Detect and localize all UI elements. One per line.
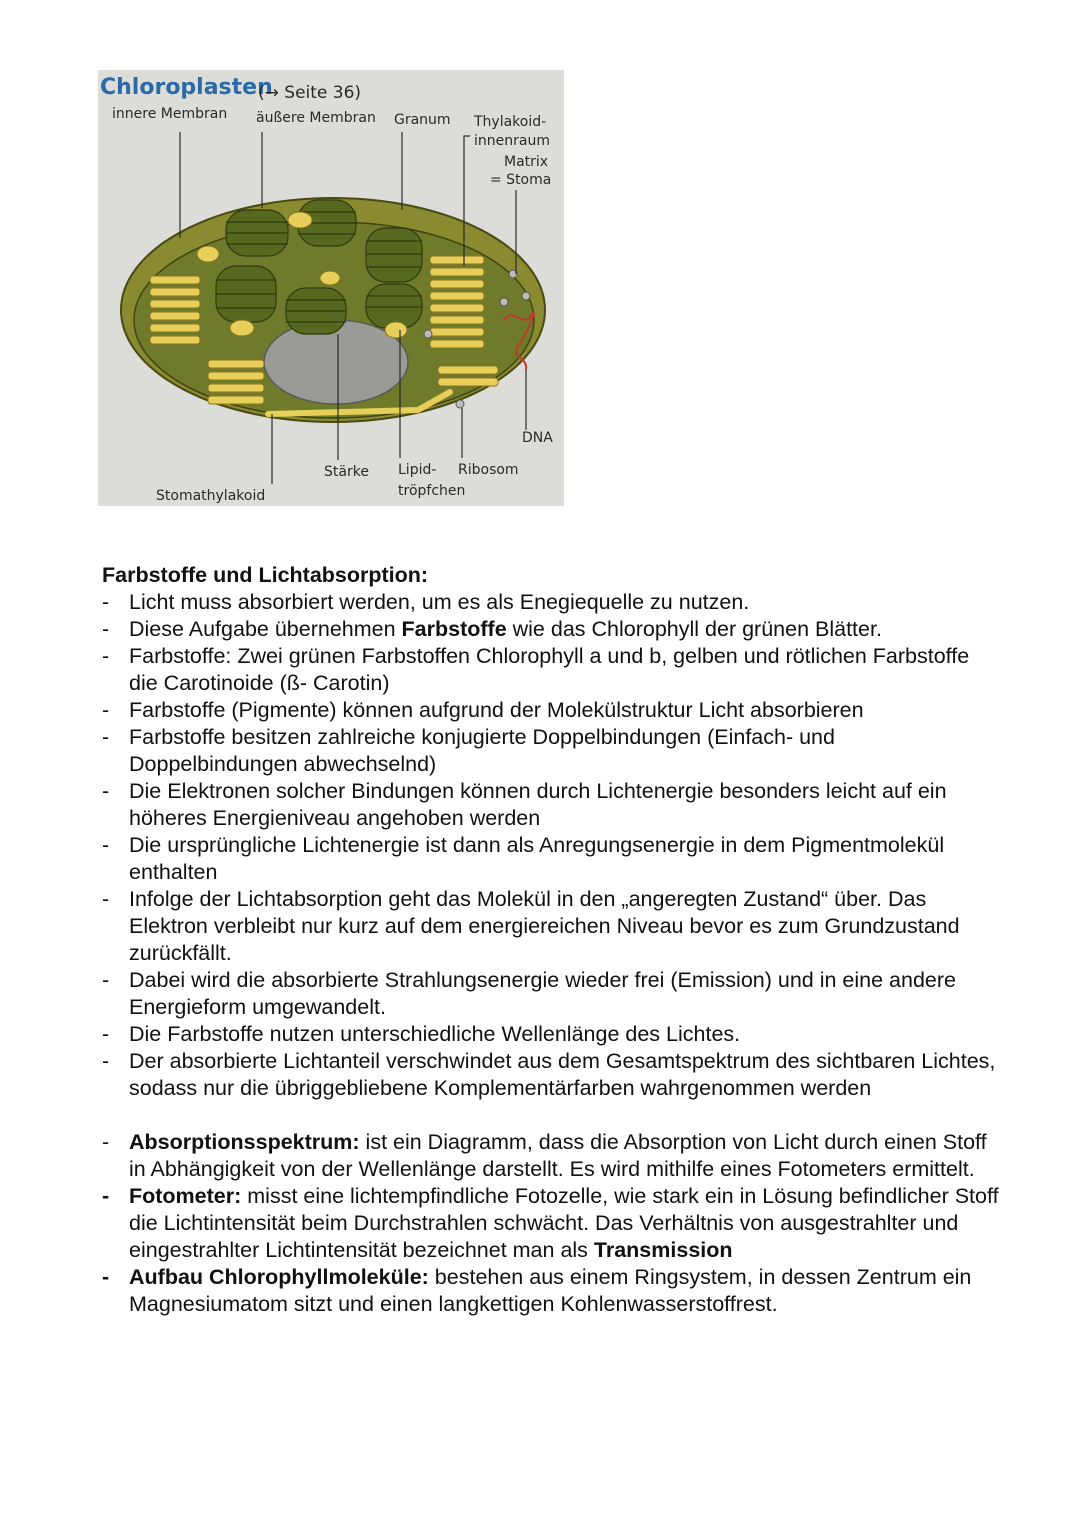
chloroplast-diagram [98,70,564,506]
list-item: - Dabei wird die absorbierte Strahlungsenergie wieder frei (Emission) und in eine andere Energieform umgewandelt. [102,968,957,1019]
granum-stack [286,288,346,334]
label-stroma-thylakoid: Stomathylakoid [156,488,266,504]
label-matrix-2: = Stoma [490,172,552,188]
list-item: - Farbstoffe (Pigmente) können aufgrund der Molekülstruktur Licht absorbieren [102,698,864,722]
list-item: - Diese Aufgabe übernehmen Farbstoffe wie das Chlorophyll der grünen Blätter. [102,617,882,641]
lipid-droplet [288,212,312,228]
ribosome [500,298,508,306]
lipid-droplet [230,320,254,336]
ribosome [424,330,432,338]
definition-item: - Fotometer: misst eine lichtempfindliche Fotozelle, wie stark ein in Lösung befindlicher Stoff die Lichtintensität beim Durchstrahlen schwächt. Das Verhältnis von ausgestrahlter und eingestrahlter Lichtintensität bezeichnet man als Transmission [102,1184,999,1262]
list-item: - Die Farbstoffe nutzen unterschiedliche Wellenlänge des Lichtes. [102,1022,741,1046]
lipid-droplet [385,322,407,338]
definition-item: - Absorptionsspektrum: ist ein Diagramm, dass die Absorption von Licht durch einen Stoff in Abhängigkeit von der Wellenlänge darstellt. Es wird mithilfe eines Fotometers ermittelt. [102,1130,987,1181]
figure-title: Chloroplasten [100,75,273,100]
chloroplast-body [121,198,545,422]
list-item: - Licht muss absorbiert werden, um es als Enegiequelle zu nutzen. [102,590,750,614]
bullet-list [102,589,1002,1102]
label-ribosome: Ribosom [458,462,519,478]
ribosome [456,400,464,408]
lipid-droplet [197,246,219,262]
label-starch: Stärke [324,464,369,480]
label-outer-membrane: äußere Membran [256,110,376,126]
notes-section [102,562,1002,1318]
lipid-droplet [320,271,340,285]
ribosome [522,292,530,300]
label-lipid-1: Lipid- [398,462,437,478]
list-item: - Farbstoffe: Zwei grünen Farbstoffen Chlorophyll a und b, gelben und rötlichen Farbstoffe die Carotinoide (ß- Carotin) [102,644,970,695]
figure-page-ref: (→ Seite 36) [258,83,362,103]
label-thylakoid-lumen-2: innenraum [474,133,550,149]
list-item: - Die ursprüngliche Lichtenergie ist dann als Anregungsenergie in dem Pigmentmolekül enthalten [102,833,945,884]
list-item: - Farbstoffe besitzen zahlreiche konjugierte Doppelbindungen (Einfach- und Doppelbindungen abwechselnd) [102,725,835,776]
list-item: - Infolge der Lichtabsorption geht das Molekül in den „angeregten Zustand“ über. Das Elektron verbleibt nur kurz auf dem energiereichen Niveau bevor es zum Grundzustand zurückfällt. [102,887,960,965]
label-lipid-2: tröpfchen [398,483,466,499]
granum-stack [226,210,288,256]
label-inner-membrane: innere Membran [112,106,228,122]
section-heading: Farbstoffe und Lichtabsorption: [102,563,429,587]
definition-item: - Aufbau Chlorophyllmoleküle: bestehen aus einem Ringsystem, in dessen Zentrum ein Magnesiumatom sitzt und einen langkettigen Kohlenwasserstoffrest. [102,1265,972,1316]
spacer [102,1102,1002,1129]
label-dna: DNA [522,430,553,446]
list-item: - Die Elektronen solcher Bindungen können durch Lichtenergie besonders leicht auf ein höheres Energieniveau angehoben werden [102,779,947,830]
label-granum: Granum [394,112,451,128]
granum-stack [216,266,276,322]
label-matrix-1: Matrix [504,154,549,170]
chloroplast-figure [98,70,564,506]
list-item: - Der absorbierte Lichtanteil verschwindet aus dem Gesamtspektrum des sichtbaren Lichtes, sodass nur die übriggebliebene Komplementärfarben wahrgenommen werden [102,1049,996,1100]
definition-list [102,1129,1002,1318]
label-thylakoid-lumen-1: Thylakoid- [474,114,547,130]
granum-stack [366,228,422,282]
granum-stack [366,284,422,328]
